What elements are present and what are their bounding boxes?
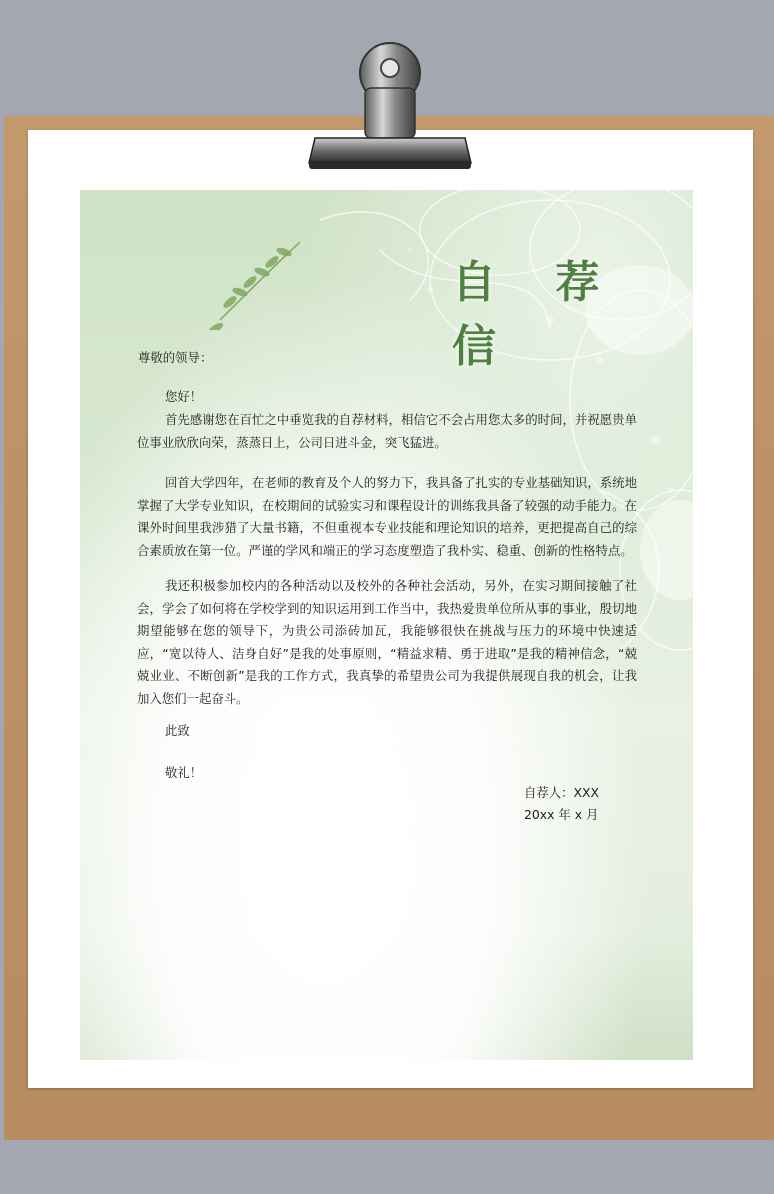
- closing-salute: 敬礼！: [165, 765, 203, 780]
- paragraph-2: 回首大学四年，在老师的教育及个人的努力下，我具备了扎实的专业基础知识，系统地掌握了大学专业知识，在校期间的试验实习和课程设计的训练我具备了较强的动手能力。在课外时间里我涉猎了大量书籍，不但重视本专业技能和理论知识的培养，更把提高自己的综合素质放在第一位。严谨的学风和端正的学习态度塑造了我朴实、稳重、创新的性格特点。: [137, 475, 637, 558]
- leaf-sprig-icon: [200, 230, 310, 330]
- closing-regards: 此致: [165, 723, 190, 738]
- letter-page: [80, 190, 693, 1060]
- paragraph-3: 我还积极参加校内的各种活动以及校外的各种社会活动，另外，在实习期间接触了社会，学会了如何将在学校学到的知识运用到工作当中，我热爱贵单位所从事的事业，殷切地期望能够在您的领导下，为贵公司添砖加瓦，我能够很快在挑战与压力的环境中快速适应，“宽以待人、洁身自好”是我的处事原则，“精益求精、勇于进取”是我的精神信念，“兢兢业业、不断创新”是我的工作方式，我真挚的希望贵公司为我提供展现自我的机会，让我加入您们一起奋斗。: [137, 578, 637, 706]
- greeting: 您好！: [165, 389, 203, 404]
- binder-clip-icon: [305, 28, 475, 178]
- salutation: 尊敬的领导：: [138, 350, 213, 365]
- date: 20xx 年 x 月: [524, 807, 599, 822]
- signature: 自荐人：XXX: [524, 785, 600, 800]
- paragraph-1: 首先感谢您在百忙之中垂览我的自荐材料，相信它不会占用您太多的时间，并祝愿贵单位事业欣欣向荣，蒸蒸日上，公司日进斗金，突飞猛进。: [137, 412, 637, 450]
- letter-title: 自 荐 信: [452, 257, 622, 372]
